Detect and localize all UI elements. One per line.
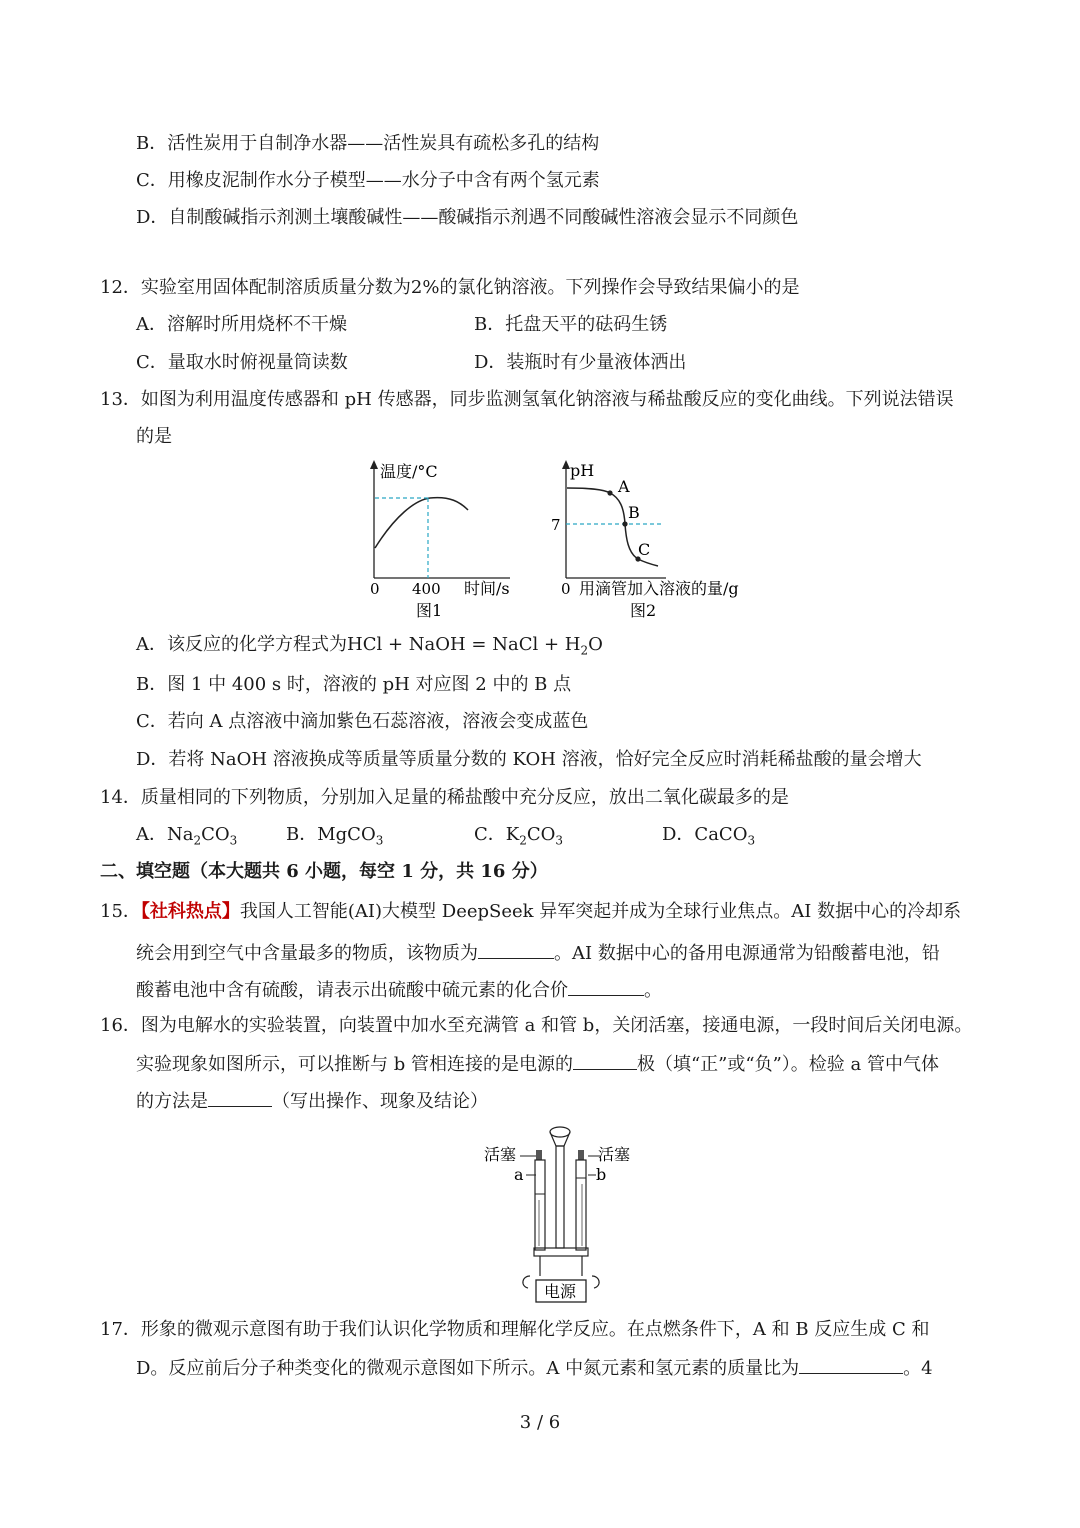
tube-a-label: a xyxy=(514,1165,524,1184)
fig1-xlabel: 时间/s xyxy=(464,579,510,598)
q17-answer-blank xyxy=(799,1355,903,1374)
electrolysis-apparatus xyxy=(478,1120,650,1308)
q11-option-b: B．活性炭用于自制净水器——活性炭具有疏松多孔的结构 xyxy=(136,133,600,154)
fig1-origin: 0 xyxy=(370,580,380,598)
fig1-xtick: 400 xyxy=(412,580,441,598)
q13-option-a: A．该反应的化学方程式为HCl + NaOH = NaCl + $H_2O$ xyxy=(136,634,603,658)
q15-answer-blank-1 xyxy=(478,940,554,959)
q13-option-d: D．若将 NaOH 溶液换成等质量等质量分数的 KOH 溶液，恰好完全反应时消耗稀盐酸的量会增大 xyxy=(136,749,922,770)
fig1-ylabel: 温度/°C xyxy=(380,462,438,481)
page-number: 3 / 6 xyxy=(519,1412,561,1433)
fig1-caption: 图1 xyxy=(416,601,443,620)
q16-answer-blank-2 xyxy=(208,1088,272,1107)
q17-line2: D。反应前后分子种类变化的微观示意图如下所示。A 中氮元素和氢元素的质量比为 。4 xyxy=(136,1355,933,1381)
q13-figure-2 xyxy=(548,458,760,624)
tube-b-label: b xyxy=(596,1165,607,1184)
q13-figure-1 xyxy=(360,458,530,624)
q14-option-b: B．MgCO$_3$ xyxy=(286,824,384,848)
q13-option-b: B．图 1 中 400 s 时，溶液的 pH 对应图 2 中的 B 点 xyxy=(136,674,572,695)
q15-line1: 15．【社科热点】我国人工智能(AI)大模型 DeepSeek 异军突起并成为全球行业焦点。AI 数据中心的冷却系 xyxy=(100,901,962,922)
section-2-heading: 二、填空题（本大题共 6 小题，每空 1 分，共 16 分） xyxy=(100,861,548,882)
q17-line1: 17．形象的微观示意图有助于我们认识化学物质和理解化学反应。在点燃条件下，A 和 B 反应生成 C 和 xyxy=(100,1319,930,1340)
q16-answer-blank-1 xyxy=(573,1051,637,1070)
q12-stem: 12．实验室用固体配制溶质质量分数为2%的氯化钠溶液。下列操作会导致结果偏小的是 xyxy=(100,277,800,298)
q12-option-d: D．装瓶时有少量液体洒出 xyxy=(474,352,687,373)
q11-option-d: D．自制酸碱指示剂测土壤酸碱性——酸碱指示剂遇不同酸碱性溶液会显示不同颜色 xyxy=(136,207,799,228)
q13-stem-line2: 的是 xyxy=(136,426,172,447)
fig2-ylabel: pH xyxy=(570,461,595,480)
q15-answer-blank-2 xyxy=(568,977,644,996)
q16-line1: 16．图为电解水的实验装置，向装置中加水至充满管 a 和管 b，关闭活塞，接通电源，一段时间后关闭电源。 xyxy=(100,1015,973,1036)
hot-topic-tag: 【社科热点】 xyxy=(140,901,240,922)
temperature-curve xyxy=(375,498,468,548)
q11-option-c: C．用橡皮泥制作水分子模型——水分子中含有两个氢元素 xyxy=(136,170,600,191)
q13-option-c: C．若向 A 点溶液中滴加紫色石蕊溶液，溶液会变成蓝色 xyxy=(136,711,589,732)
q14-option-a: A．$Na_2CO_3$ xyxy=(136,824,238,848)
fig2-label-a: A xyxy=(618,477,630,496)
tube-a xyxy=(535,1160,545,1250)
q14-option-c: C．$K_2CO_3$ xyxy=(474,824,564,848)
fig2-ytick: 7 xyxy=(551,516,561,534)
q16-line2: 实验现象如图所示，可以推断与 b 管相连接的是电源的 极（填“正”或“负”）。检验 a 管中气体 xyxy=(136,1051,939,1077)
q15-line3: 酸蓄电池中含有硫酸，请表示出硫酸中硫元素的化合价 。 xyxy=(136,977,662,1003)
q12-option-b: B．托盘天平的砝码生锈 xyxy=(474,314,668,335)
q16-line3: 的方法是 （写出操作、现象及结论） xyxy=(136,1088,488,1114)
point-a-marker xyxy=(607,490,612,495)
q12-option-c: C．量取水时俯视量筒读数 xyxy=(136,352,348,373)
point-b-marker xyxy=(622,521,627,526)
fig2-label-c: C xyxy=(638,540,651,559)
q14-option-d: D．CaCO$_3$ xyxy=(662,824,756,848)
fig2-origin: 0 xyxy=(561,580,571,598)
fig2-xlabel: 用滴管加入溶液的量/g xyxy=(579,579,739,598)
fig2-label-b: B xyxy=(628,503,640,522)
fig2-caption: 图2 xyxy=(630,601,657,620)
q13-stem-line1: 13．如图为利用温度传感器和 pH 传感器，同步监测氢氧化钠溶液与稀盐酸反应的变化曲线。下列说法错误 xyxy=(100,389,954,410)
q14-stem: 14．质量相同的下列物质，分别加入足量的稀盐酸中充分反应，放出二氧化碳最多的是 xyxy=(100,787,789,808)
valve-left-label: 活塞 xyxy=(484,1145,517,1164)
power-supply-label: 电源 xyxy=(544,1282,577,1301)
valve-right-label: 活塞 xyxy=(598,1145,631,1164)
q15-line2: 统会用到空气中含量最多的物质，该物质为 。AI 数据中心的备用电源通常为铅酸蓄电池，铅 xyxy=(136,940,940,966)
q12-option-a: A．溶解时所用烧杯不干燥 xyxy=(136,314,347,335)
tube-b xyxy=(576,1160,586,1250)
center-tube xyxy=(556,1146,564,1248)
